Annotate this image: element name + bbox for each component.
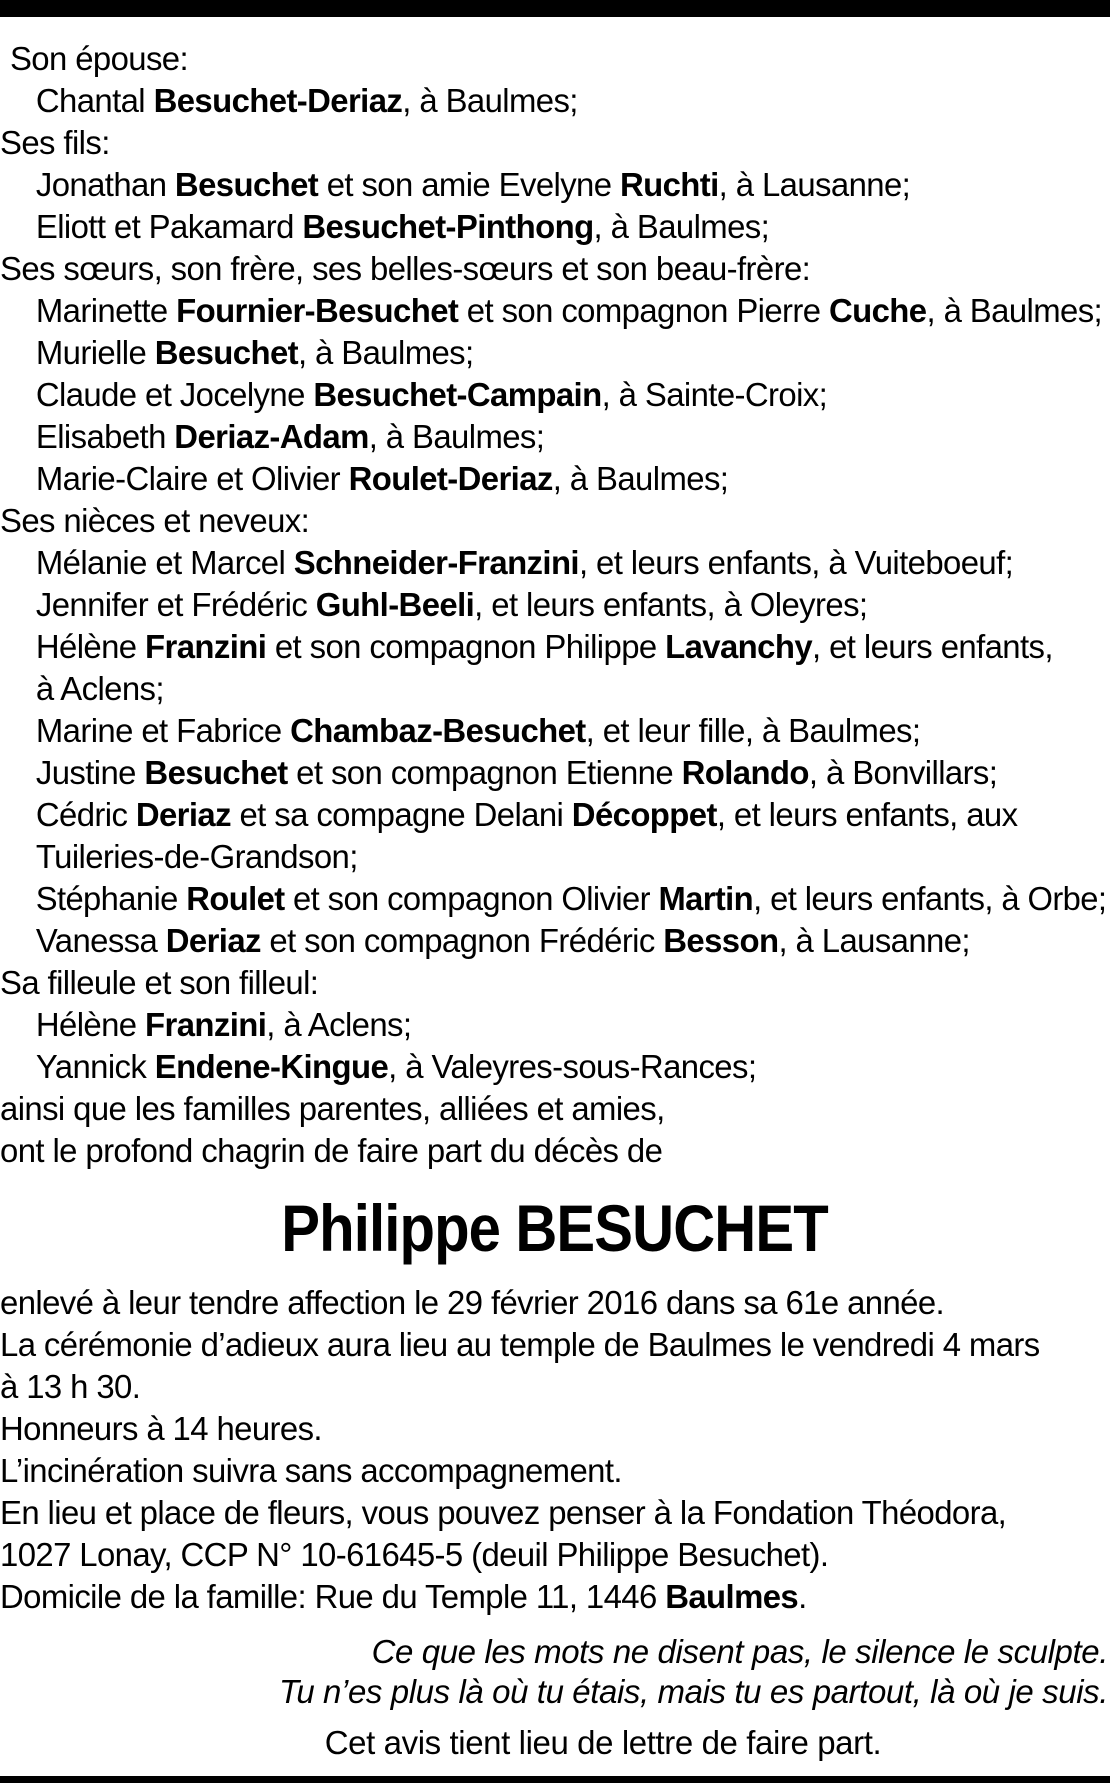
surname: Chambaz-Besuchet (290, 712, 586, 749)
text-segment: et son compagnon Philippe (266, 628, 666, 665)
text-segment: Honneurs à 14 heures. (0, 1410, 322, 1447)
surname: Besuchet-Campain (313, 376, 602, 413)
surname: Franzini (145, 1006, 267, 1043)
surname: Baulmes (665, 1578, 799, 1615)
surname: Rolando (681, 754, 809, 791)
text-segment: et son amie Evelyne (318, 166, 620, 203)
surname: Besuchet (154, 334, 298, 371)
text-segment: Hélène (35, 628, 146, 665)
family-member (0, 542, 1106, 584)
text-segment: , à Baulmes; (593, 208, 770, 245)
family-member (0, 794, 1106, 836)
family-member (0, 626, 1106, 668)
detail-line (0, 1534, 1106, 1576)
detail-line (0, 1492, 1106, 1534)
text-segment: , à Baulmes; (402, 82, 578, 119)
surname: Besuchet-Deriaz (153, 82, 403, 119)
surname: Cuche (828, 292, 927, 329)
text-segment: Stéphanie (35, 880, 187, 917)
text-segment: Ses sœurs, son frère, ses belles-sœurs et son beau-frère: (0, 250, 811, 287)
text-segment: et sa compagne Delani (230, 796, 572, 833)
text-segment: , à Baulmes; (297, 334, 474, 371)
text-segment: Son épouse: (9, 40, 189, 77)
text-segment: Chantal (35, 82, 154, 119)
surname: Deriaz (135, 796, 231, 833)
quote-line: Ce que les mots ne disent pas, le silence le sculpte. (371, 1633, 1108, 1670)
text-segment: Elisabeth (35, 418, 175, 455)
text-segment: Jennifer et Frédéric (35, 586, 316, 623)
surname: Schneider-Franzini (293, 544, 579, 581)
surname: Roulet (186, 880, 285, 917)
text-segment: En lieu et place de fleurs, vous pouvez penser à la Fondation Théodora, (0, 1494, 1007, 1531)
detail-line (0, 1450, 1106, 1492)
text-segment: Claude et Jocelyne (35, 376, 314, 413)
text-segment: Tuileries-de-Grandson; (35, 838, 358, 875)
family-member (0, 1004, 1106, 1046)
text-segment: Eliott et Pakamard (35, 208, 303, 245)
surname: Lavanchy (665, 628, 813, 665)
quote-line: Tu n’es plus là où tu étais, mais tu es partout, là où je suis. (279, 1673, 1108, 1710)
detail-line (0, 1408, 1106, 1450)
text-segment: , et leur fille, à Baulmes; (585, 712, 921, 749)
text-segment: , et leurs enfants, (812, 628, 1053, 665)
text-segment: Ses fils: (0, 124, 110, 161)
family-member (0, 710, 1106, 752)
text-segment: Jonathan (35, 166, 175, 203)
family-member (0, 290, 1106, 332)
family-member (0, 1046, 1106, 1088)
deceased-name: Philippe BESUCHET (281, 1191, 829, 1265)
detail-line (0, 1366, 1106, 1408)
text-segment: Ses nièces et neveux: (0, 502, 310, 539)
family-heading (0, 500, 1106, 542)
surname: Guhl-Beeli (315, 586, 475, 623)
family-heading (0, 1130, 1106, 1172)
family-member (0, 206, 1106, 248)
surname: Décoppet (571, 796, 717, 833)
text-segment: enlevé à leur tendre affection le 29 février 2016 dans sa 61e année. (0, 1284, 945, 1321)
family-member (0, 164, 1106, 206)
surname: Martin (658, 880, 754, 917)
surname: Deriaz (165, 922, 261, 959)
family-heading (0, 1088, 1106, 1130)
surname: Besuchet-Pinthong (302, 208, 594, 245)
detail-line (0, 1576, 1106, 1618)
text-segment: Yannick (35, 1048, 155, 1085)
quote-block (0, 1632, 1110, 1712)
text-segment: , à Lausanne; (718, 166, 911, 203)
text-segment: à 13 h 30. (0, 1368, 141, 1405)
text-segment: , et leurs enfants, à Orbe; (753, 880, 1107, 917)
text-segment: Marie-Claire et Olivier (35, 460, 349, 497)
surname: Endene-Kingue (154, 1048, 389, 1085)
text-segment: et son compagnon Frédéric (260, 922, 664, 959)
family-heading (0, 962, 1106, 1004)
family-member (0, 416, 1106, 458)
top-border-rule (0, 0, 1110, 17)
text-segment: 1027 Lonay, CCP N° 10-61645-5 (deuil Philippe Besuchet). (0, 1536, 829, 1573)
surname: Besuchet (174, 166, 319, 203)
text-segment: , à Lausanne; (778, 922, 970, 959)
family-member (0, 332, 1106, 374)
text-segment: Mélanie et Marcel (35, 544, 294, 581)
text-segment: Justine (35, 754, 145, 791)
text-segment: , à Baulmes; (926, 292, 1103, 329)
surname: Fournier-Besuchet (176, 292, 459, 329)
surname: Deriaz-Adam (174, 418, 369, 455)
family-member (0, 668, 1106, 710)
text-segment: Marinette (35, 292, 177, 329)
family-member (0, 752, 1106, 794)
text-segment: Marine et Fabrice (35, 712, 291, 749)
text-segment: Cédric (35, 796, 136, 833)
family-member (0, 374, 1106, 416)
text-segment: Domicile de la famille: Rue du Temple 11, 1446 (0, 1578, 666, 1615)
text-segment: , à Baulmes; (552, 460, 729, 497)
surname: Besson (663, 922, 779, 959)
text-segment: , à Baulmes; (368, 418, 545, 455)
closing-note: Cet avis tient lieu de lettre de faire part. (324, 1724, 882, 1761)
text-segment: , et leurs enfants, à Oleyres; (474, 586, 868, 623)
text-segment: et son compagnon Etienne (287, 754, 682, 791)
family-member (0, 920, 1106, 962)
text-segment: . (798, 1578, 807, 1615)
text-segment: Murielle (35, 334, 155, 371)
family-heading (0, 122, 1106, 164)
text-segment: L’incinération suivra sans accompagnement. (0, 1452, 622, 1489)
text-segment: et son compagnon Pierre (458, 292, 829, 329)
text-segment: , et leurs enfants, aux (716, 796, 1018, 833)
surname: Ruchti (619, 166, 719, 203)
text-segment: , à Valeyres-sous-Rances; (388, 1048, 757, 1085)
detail-line (0, 1282, 1106, 1324)
text-segment: ont le profond chagrin de faire part du décès de (0, 1132, 663, 1169)
family-member (0, 878, 1107, 920)
text-segment: La cérémonie d’adieux aura lieu au temple de Baulmes le vendredi 4 mars (0, 1326, 1040, 1363)
death-notice (0, 38, 1110, 1764)
text-segment: Sa filleule et son filleul: (0, 964, 319, 1001)
family-list (0, 38, 1110, 1172)
family-heading (0, 38, 1106, 80)
surname: Franzini (145, 628, 267, 665)
detail-line (0, 1324, 1106, 1366)
surname: Roulet-Deriaz (348, 460, 553, 497)
family-member (0, 458, 1106, 500)
text-segment: ainsi que les familles parentes, alliées et amies, (0, 1090, 665, 1127)
family-member (0, 836, 1106, 878)
text-segment: et son compagnon Olivier (284, 880, 659, 917)
bottom-border-rule (0, 1776, 1110, 1783)
text-segment: , et leurs enfants, à Vuiteboeuf; (578, 544, 1014, 581)
family-heading (0, 248, 1106, 290)
family-member (0, 584, 1106, 626)
text-segment: Hélène (35, 1006, 146, 1043)
notice-details (0, 1282, 1110, 1618)
text-segment: à Aclens; (35, 670, 164, 707)
surname: Besuchet (144, 754, 288, 791)
text-segment: Vanessa (35, 922, 166, 959)
text-segment: , à Aclens; (266, 1006, 412, 1043)
text-segment: , à Sainte-Croix; (601, 376, 828, 413)
text-segment: , à Bonvillars; (808, 754, 998, 791)
family-member (0, 80, 1106, 122)
